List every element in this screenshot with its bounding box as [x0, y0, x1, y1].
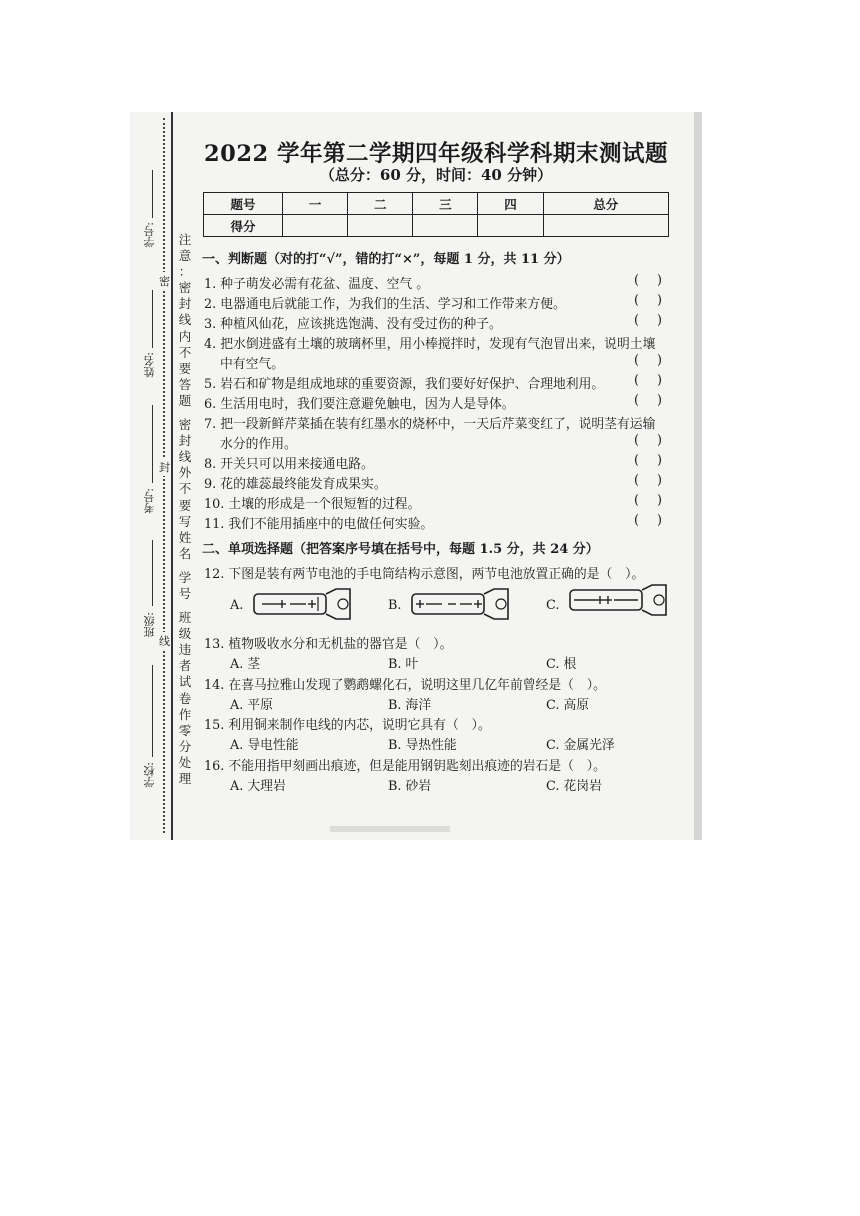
question-9: 9. 花的雄蕊最终能发育成果实。 [204, 477, 387, 492]
question-15: 15. 利用铜来制作电线的内芯，说明它具有（ ）。 [204, 718, 491, 733]
question-7-cont: 水分的作用。 [220, 437, 297, 452]
q14-option-a[interactable]: A. 平原 [230, 698, 273, 713]
q12-option-c-label[interactable]: C. [546, 598, 560, 613]
question-12: 12. 下图是装有两节电池的手电筒结构示意图，两节电池放置正确的是（ ）。 [204, 567, 645, 582]
question-4: 4. 把水倒进盛有土壤的玻璃杯里，用小棒搅拌时，发现有气泡冒出来，说明土壤 [204, 337, 656, 352]
answer-paren-7[interactable]: ( ) [634, 433, 663, 448]
exam-title: 2022 学年第二学期四年级科学科期末测试题 [204, 141, 668, 167]
q13-option-c[interactable]: C. 根 [546, 657, 577, 672]
exam-no-blank[interactable] [152, 405, 153, 483]
answer-paren-4[interactable]: ( ) [634, 353, 663, 368]
score-header-cell: 二 [348, 193, 413, 215]
question-13: 13. 植物吸收水分和无机盐的器官是（ ）。 [204, 637, 453, 652]
score-cell[interactable] [543, 215, 668, 237]
score-header-cell: 三 [413, 193, 478, 215]
student-id-blank[interactable] [152, 170, 153, 218]
answer-paren-10[interactable]: ( ) [634, 493, 663, 508]
question-14: 14. 在喜马拉雅山发现了鹦鹉螺化石，说明这里几亿年前曾经是（ ）。 [204, 678, 606, 693]
score-cell[interactable] [478, 215, 543, 237]
q12-option-b-label[interactable]: B. [388, 598, 402, 613]
name-blank[interactable] [152, 290, 153, 348]
seal-char-mi: 密 [159, 272, 170, 290]
score-cell[interactable] [413, 215, 478, 237]
school-blank[interactable] [152, 665, 153, 757]
exam-no-label: 考号: [143, 488, 156, 514]
question-10: 10. 土壤的形成是一个很短暂的过程。 [204, 497, 421, 512]
q16-option-b[interactable]: B. 砂岩 [388, 779, 432, 794]
class-blank[interactable] [152, 540, 153, 606]
score-cell[interactable] [283, 215, 348, 237]
q12-option-a-label[interactable]: A. [230, 598, 244, 613]
score-row-label: 得分 [204, 215, 283, 237]
question-3: 3. 种植风仙花，应该挑选饱满、没有受过伤的种子。 [204, 317, 502, 332]
name-label: 姓名: [143, 352, 156, 378]
question-6: 6. 生活用电时，我们要注意避免触电，因为人是导体。 [204, 397, 515, 412]
answer-paren-6[interactable]: ( ) [634, 393, 663, 408]
question-4-cont: 中有空气。 [220, 357, 284, 372]
exam-subtitle: （总分：60 分，时间：40 分钟） [319, 166, 553, 184]
flashlight-diagram-a [252, 588, 352, 620]
q13-option-b[interactable]: B. 叶 [388, 657, 419, 672]
score-header-cell: 题号 [204, 193, 283, 215]
answer-paren-1[interactable]: ( ) [634, 273, 663, 288]
q15-option-c[interactable]: C. 金属光泽 [546, 738, 615, 753]
section2-heading: 二、单项选择题（把答案序号填在括号中，每题 1.5 分，共 24 分） [202, 542, 599, 557]
score-header-cell: 总分 [543, 193, 668, 215]
score-table [203, 192, 669, 237]
answer-paren-3[interactable]: ( ) [634, 313, 663, 328]
q15-option-a[interactable]: A. 导电性能 [230, 738, 299, 753]
q16-option-c[interactable]: C. 花岗岩 [546, 779, 602, 794]
school-label: 学校: [143, 762, 156, 788]
q15-option-b[interactable]: B. 导热性能 [388, 738, 457, 753]
question-16: 16. 不能用指甲刻画出痕迹，但是能用钢钥匙刻出痕迹的岩石是（ ）。 [204, 759, 606, 774]
seal-char-xian: 线 [159, 632, 170, 650]
paper-shadow-edge [694, 112, 702, 840]
question-8: 8. 开关只可以用来接通电路。 [204, 457, 374, 472]
question-1: 1. 种子萌发必需有花盆、温度、空气 。 [204, 277, 430, 292]
question-11: 11. 我们不能用插座中的电做任何实验。 [204, 517, 434, 532]
answer-paren-11[interactable]: ( ) [634, 513, 663, 528]
flashlight-diagram-c [568, 584, 668, 616]
flashlight-diagram-b [410, 588, 510, 620]
score-table-score-row [204, 215, 669, 237]
score-table-header-row [204, 193, 669, 215]
question-2: 2. 电器通电后就能工作，为我们的生活、学习和工作带来方便。 [204, 297, 566, 312]
page-footer-blur [330, 826, 450, 832]
binding-notice: 注 意 ： 密 封 线 内 不 要 答 题 密 封 线 外 不 要 写 姓 名 学 号 班 级 违 者 试 卷 作 零 分 处 理 [178, 232, 192, 786]
answer-paren-8[interactable]: ( ) [634, 453, 663, 468]
student-id-label: 学号: [143, 222, 156, 248]
seal-char-feng: 封 [159, 458, 170, 476]
class-label: 班级: [143, 612, 156, 638]
score-header-cell: 一 [283, 193, 348, 215]
question-7: 7. 把一段新鲜芹菜插在装有红墨水的烧杯中，一天后芹菜变红了，说明茎有运输 [204, 417, 656, 432]
question-5: 5. 岩石和矿物是组成地球的重要资源，我们要好好保护、合理地利用。 [204, 377, 605, 392]
q14-option-c[interactable]: C. 高原 [546, 698, 590, 713]
answer-paren-9[interactable]: ( ) [634, 473, 663, 488]
score-cell[interactable] [348, 215, 413, 237]
score-header-cell: 四 [478, 193, 543, 215]
margin-solid-line [171, 112, 173, 840]
q13-option-a[interactable]: A. 茎 [230, 657, 261, 672]
answer-paren-2[interactable]: ( ) [634, 293, 663, 308]
answer-paren-5[interactable]: ( ) [634, 373, 663, 388]
q16-option-a[interactable]: A. 大理岩 [230, 779, 286, 794]
q14-option-b[interactable]: B. 海洋 [388, 698, 432, 713]
section1-heading: 一、判断题（对的打“√”，错的打“×”，每题 1 分，共 11 分） [202, 252, 570, 267]
